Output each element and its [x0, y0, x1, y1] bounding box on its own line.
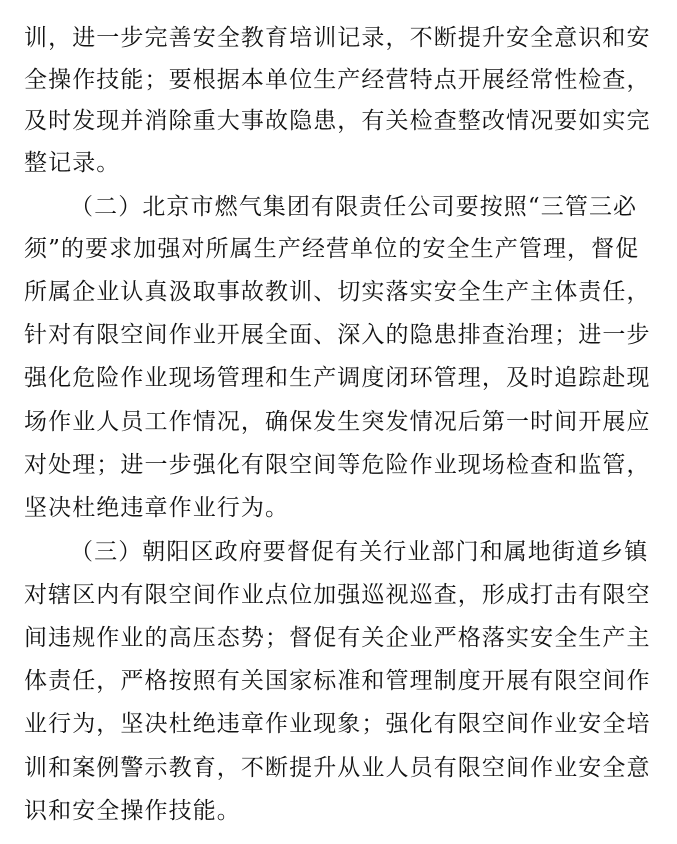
- paragraph-1-line-1: 训，进一步完善安全教育培训记录，不断提升安全意识和安: [24, 25, 651, 51]
- paragraph-3-line-6: 训和案例警示教育，不断提升从业人员有限空间作业安全意: [24, 755, 651, 781]
- paragraph-2-line-4: 针对有限空间作业开展全面、深入的隐患排查治理；进一步: [24, 322, 651, 348]
- paragraph-2-line-1: （二）北京市燃气集团有限责任公司要按照“三管三必: [70, 194, 638, 220]
- paragraph-3-line-7: 识和安全操作技能。: [24, 798, 241, 824]
- paragraph-2-line-7: 对处理；进一步强化有限空间等危险作业现场检查和监管，: [24, 452, 651, 478]
- paragraph-2-line-6: 场作业人员工作情况，确保发生突发情况后第一时间开展应: [24, 409, 651, 435]
- paragraph-2-line-8: 坚决杜绝违章作业行为。: [24, 495, 290, 521]
- paragraph-3-line-3: 间违规作业的高压态势；督促有关企业严格落实安全生产主: [24, 625, 651, 651]
- paragraph-2-line-5: 强化危险作业现场管理和生产调度闭环管理，及时追踪赴现: [24, 365, 651, 391]
- paragraph-1-line-2: 全操作技能；要根据本单位生产经营特点开展经常性检查，: [24, 67, 651, 93]
- paragraph-1-line-4: 整记录。: [24, 150, 121, 176]
- paragraph-1-line-3: 及时发现并消除重大事故隐患，有关检查整改情况要如实完: [24, 108, 651, 134]
- paragraph-3-line-1: （三）朝阳区政府要督促有关行业部门和属地街道乡镇: [70, 539, 649, 565]
- paragraph-2-line-3: 所属企业认真汲取事故教训、切实落实安全生产主体责任，: [24, 279, 651, 305]
- paragraph-2-line-2: 须”的要求加强对所属生产经营单位的安全生产管理，督促: [24, 236, 640, 262]
- paragraph-3-line-2: 对辖区内有限空间作业点位加强巡视巡查，形成打击有限空: [24, 582, 651, 608]
- paragraph-3-line-5: 业行为，坚决杜绝违章作业现象；强化有限空间作业安全培: [24, 711, 651, 737]
- paragraph-3-line-4: 体责任，严格按照有关国家标准和管理制度开展有限空间作: [24, 668, 651, 694]
